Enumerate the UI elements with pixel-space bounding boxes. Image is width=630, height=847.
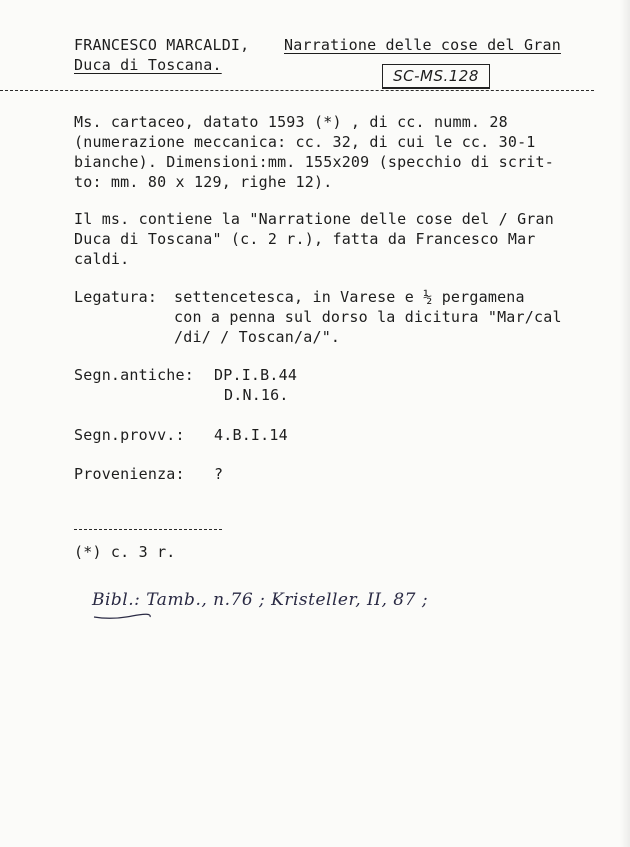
handwritten-bibliography-note: Bibl.: Tamb., n.76 ; Kristeller, II, 87 ; xyxy=(92,590,429,610)
description-line-4: to: mm. 80 x 129, righe 12). xyxy=(74,173,333,191)
contents-line-3: caldi. xyxy=(74,250,130,268)
provenance-value: ? xyxy=(214,465,224,483)
description-line-1: Ms. cartaceo, datato 1593 (*) , di cc. numm. 28 xyxy=(74,113,508,131)
description-line-2: (numerazione meccanica: cc. 32, di cui le cc. 30-1 xyxy=(74,133,536,151)
binding-line-1: settencetesca, in Varese e ½ pergamena xyxy=(174,288,525,306)
description-line-3: bianche). Dimensioni:mm. 155x209 (specchio di scrit- xyxy=(74,153,554,171)
footnote: (*) c. 3 r. xyxy=(74,543,176,561)
contents-line-1: Il ms. contiene la "Narratione delle cose del / Gran xyxy=(74,210,554,228)
handwritten-underline xyxy=(92,613,152,621)
work-title-line-2: Duca di Toscana. xyxy=(74,56,222,74)
footnote-divider xyxy=(74,529,222,530)
provisional-shelfmark-value: 4.B.I.14 xyxy=(214,426,288,444)
binding-line-2: con a penna sul dorso la dicitura "Mar/cal xyxy=(174,308,562,326)
work-title-line-1: Narratione delle cose del Gran xyxy=(284,36,561,54)
author-name: FRANCESCO MARCALDI, xyxy=(74,36,250,54)
shelfmark-box: SC-MS.128 xyxy=(382,64,490,89)
old-shelfmarks-label: Segn.antiche: xyxy=(74,366,194,384)
card-edge-shadow xyxy=(620,0,630,847)
contents-line-2: Duca di Toscana" (c. 2 r.), fatta da Francesco Mar xyxy=(74,230,536,248)
binding-line-3: /di/ / Toscan/a/". xyxy=(174,328,341,346)
old-shelfmark-1: DP.I.B.44 xyxy=(214,366,298,384)
old-shelfmark-2: D.N.16. xyxy=(224,386,289,404)
provenance-label: Provenienza: xyxy=(74,465,185,483)
header-divider xyxy=(0,90,594,91)
binding-label: Legatura: xyxy=(74,288,158,306)
provisional-shelfmark-label: Segn.provv.: xyxy=(74,426,185,444)
